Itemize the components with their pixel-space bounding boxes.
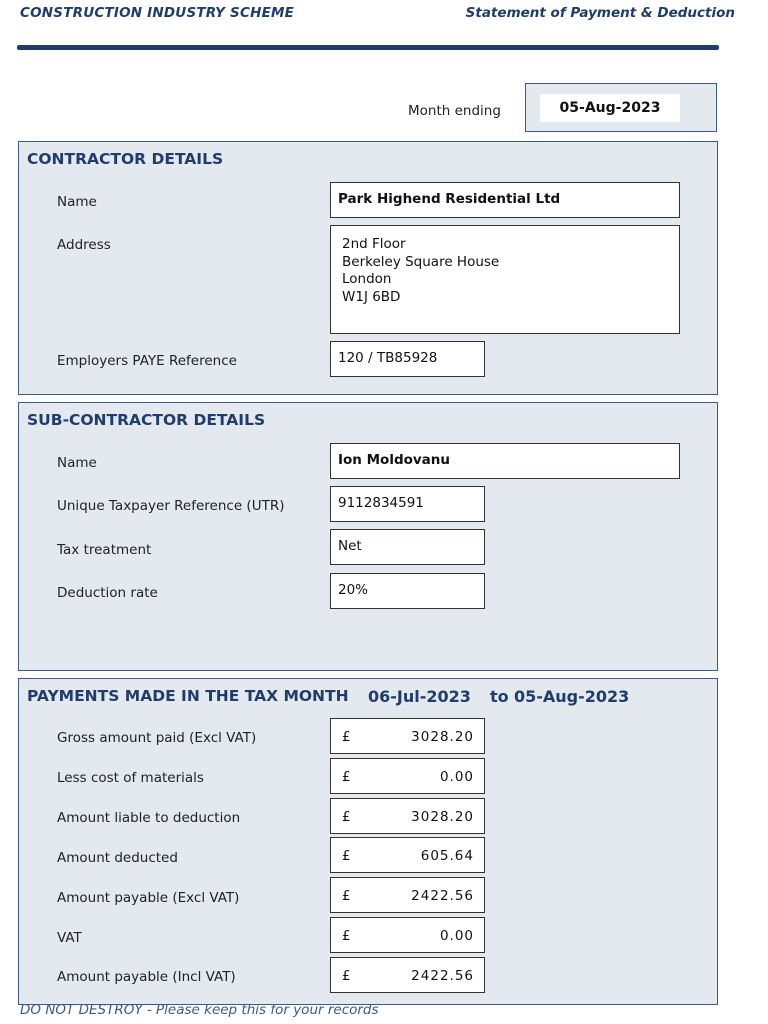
header-divider bbox=[17, 45, 719, 50]
paye-reference-field: 120 / TB85928 bbox=[330, 341, 485, 377]
deduction-rate-label: Deduction rate bbox=[57, 585, 158, 601]
payable-excl-vat-label: Amount payable (Excl VAT) bbox=[57, 890, 240, 906]
amount-deducted-label: Amount deducted bbox=[57, 850, 178, 866]
month-ending-box bbox=[525, 83, 717, 132]
amount-deducted-field bbox=[330, 837, 485, 873]
materials-cost-label: Less cost of materials bbox=[57, 770, 204, 786]
gross-amount-label: Gross amount paid (Excl VAT) bbox=[57, 730, 257, 746]
contractor-details-panel bbox=[18, 141, 718, 395]
liable-amount-field bbox=[330, 798, 485, 834]
address-line: London bbox=[342, 271, 392, 287]
payable-excl-vat-value: 2422.56 bbox=[411, 888, 474, 904]
deduction-rate-field: 20% bbox=[330, 573, 485, 609]
currency-symbol: £ bbox=[342, 848, 351, 864]
address-line: Berkeley Square House bbox=[342, 253, 500, 270]
materials-cost-value: 0.00 bbox=[439, 769, 474, 785]
gross-amount-value: 3028.20 bbox=[411, 729, 474, 745]
payments-to-date: 05-Aug-2023 bbox=[514, 687, 630, 706]
vat-label: VAT bbox=[57, 930, 82, 946]
statement-title: Statement of Payment & Deduction bbox=[465, 5, 735, 21]
gross-amount-field bbox=[330, 718, 485, 754]
payable-incl-vat-field bbox=[330, 957, 485, 993]
payable-incl-vat-label: Amount payable (Incl VAT) bbox=[57, 969, 236, 985]
contractor-details-title: CONTRACTOR DETAILS bbox=[27, 150, 224, 168]
payments-from-date: 06-Jul-2023 bbox=[368, 687, 471, 706]
paye-reference-label: Employers PAYE Reference bbox=[57, 353, 237, 369]
contractor-address-field bbox=[330, 225, 680, 334]
subcontractor-details-panel bbox=[18, 402, 718, 671]
utr-label: Unique Taxpayer Reference (UTR) bbox=[57, 498, 285, 514]
currency-symbol: £ bbox=[342, 729, 351, 745]
contractor-name-field: Park Highend Residential Ltd bbox=[330, 182, 680, 218]
payable-incl-vat-value: 2422.56 bbox=[411, 968, 474, 984]
currency-symbol: £ bbox=[342, 888, 351, 904]
tax-treatment-field: Net bbox=[330, 529, 485, 565]
amount-deducted-value: 605.64 bbox=[420, 848, 474, 864]
tax-treatment-label: Tax treatment bbox=[57, 542, 152, 558]
payments-to-word: to bbox=[490, 687, 509, 706]
address-line: 2nd Floor bbox=[342, 236, 406, 252]
materials-cost-field bbox=[330, 758, 485, 794]
scheme-title: CONSTRUCTION INDUSTRY SCHEME bbox=[20, 5, 295, 21]
liable-amount-value: 3028.20 bbox=[411, 809, 474, 825]
footer-note: DO NOT DESTROY - Please keep this for your records bbox=[20, 1002, 379, 1018]
liable-amount-label: Amount liable to deduction bbox=[57, 810, 241, 826]
month-ending-value: 05-Aug-2023 bbox=[540, 94, 680, 122]
subcontractor-name-field: Ion Moldovanu bbox=[330, 443, 680, 479]
contractor-name-label: Name bbox=[57, 194, 97, 210]
currency-symbol: £ bbox=[342, 809, 351, 825]
payments-title: PAYMENTS MADE IN THE TAX MONTH bbox=[27, 687, 349, 705]
month-ending-label: Month ending bbox=[408, 103, 501, 119]
contractor-address-label: Address bbox=[57, 237, 111, 253]
vat-field bbox=[330, 917, 485, 953]
currency-symbol: £ bbox=[342, 968, 351, 984]
address-line: W1J 6BD bbox=[342, 288, 401, 305]
subcontractor-name-label: Name bbox=[57, 455, 97, 471]
payments-panel bbox=[18, 678, 718, 1005]
utr-field: 9112834591 bbox=[330, 486, 485, 522]
payable-excl-vat-field bbox=[330, 877, 485, 913]
vat-value: 0.00 bbox=[439, 928, 474, 944]
currency-symbol: £ bbox=[342, 769, 351, 785]
currency-symbol: £ bbox=[342, 928, 351, 944]
subcontractor-details-title: SUB-CONTRACTOR DETAILS bbox=[27, 411, 266, 429]
